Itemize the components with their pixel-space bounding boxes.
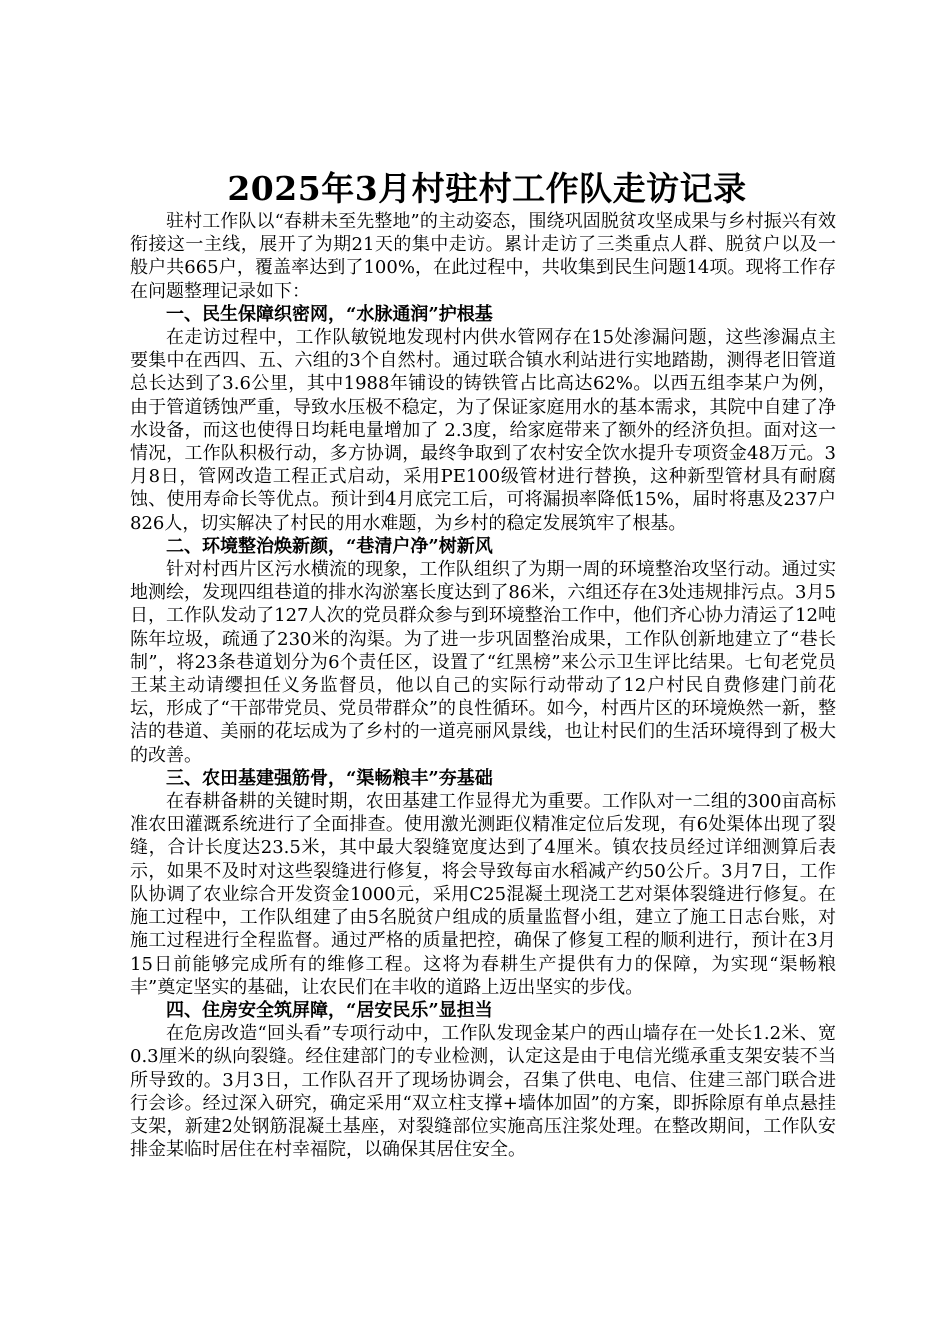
section-body-1: 在走访过程中，工作队敏锐地发现村内供水管网存在15处渗漏问题，这些渗漏点主要集中在西四、五、六组的3个自然村。通过联合镇水利站进行实地踏勘，测得老旧管道总长达到了3.6公里，其中1988年铺设的铸铁管占比高达62%。以西五组李某户为例，由于管道锈蚀严重，导致水压极不稳定，为了保证家庭用水的基本需求，其院中自建了净水设备，而这也使得日均耗电量增加了 2.3度，给家庭带来了额外的经济负担。面对这一情况，工作队积极行动，多方协调，最终争取到了农村安全饮水提升专项资金48万元。3月8日，管网改造工程正式启动，采用PE100级管材进行替换，这种新型管材具有耐腐蚀、使用寿命长等优点。预计到4月底完工后，可将漏损率降低15%，届时将惠及237户826人，切实解决了村民的用水难题，为乡村的稳定发展筑牢了根基。 xyxy=(130,327,836,534)
document-page xyxy=(130,168,836,1161)
intro-paragraph: 驻村工作队以“春耕未至先整地”的主动姿态，围绕巩固脱贫攻坚成果与乡村振兴有效衔接这一主线，展开了为期21天的集中走访。累计走访了三类重点人群、脱贫户以及一般户共665户，覆盖率达到了100%，在此过程中，共收集到民生问题14项。现将工作存在问题整理记录如下： xyxy=(130,211,836,302)
section-body-2: 针对村西片区污水横流的现象，工作队组织了为期一周的环境整治攻坚行动。通过实地测绘，发现四组巷道的排水沟淤塞长度达到了86米，六组还存在3处违规排污点。3月5日，工作队发动了127人次的党员群众参与到环境整治工作中，他们齐心协力清运了12吨陈年垃圾，疏通了230米的沟渠。为了进一步巩固整治成果，工作队创新地建立了“巷长制”，将23条巷道划分为6个责任区，设置了“红黑榜”来公示卫生评比结果。七旬老党员王某主动请缨担任义务监督员，他以自己的实际行动带动了12户村民自费修建门前花坛，形成了“干部带党员、党员带群众”的良性循环。如今，村西片区的环境焕然一新，整洁的巷道、美丽的花坛成为了乡村的一道亮丽风景线，也让村民们的生活环境得到了极大的改善。 xyxy=(130,559,836,766)
document-title: 2025年3月村驻村工作队走访记录 xyxy=(227,169,747,208)
section-body-3: 在春耕备耕的关键时期，农田基建工作显得尤为重要。工作队对一二组的300亩高标准农田灌溉系统进行了全面排查。使用激光测距仪精准定位后发现，有6处渠体出现了裂缝，合计长度达23.5米，其中最大裂缝宽度达到了4厘米。镇农技员经过详细测算后表示，如果不及时对这些裂缝进行修复，将会导致每亩水稻减产约50公斤。3月7日，工作队协调了农业综合开发资金1000元，采用C25混凝土现浇工艺对渠体裂缝进行修复。在施工过程中，工作队组建了由5名脱贫户组成的质量监督小组，建立了施工日志台账，对施工过程进行全程监督。通过严格的质量把控，确保了修复工程的顺利进行，预计在3月15日前能够完成所有的维修工程。这将为春耕生产提供有力的保障，为实现“渠畅粮丰”奠定坚实的基础，让农民们在丰收的道路上迈出坚实的步伐。 xyxy=(130,791,836,998)
section-heading-2: 二、环境整治焕新颜，“巷清户净”树新风 xyxy=(166,535,493,557)
section-body-4: 在危房改造“回头看”专项行动中，工作队发现金某户的西山墙存在一处长1.2米、宽0.3厘米的纵向裂缝。经住建部门的专业检测，认定这是由于电信光缆承重支架安装不当所导致的。3月3日，工作队召开了现场协调会，召集了供电、电信、住建三部门联合进行会诊。经过深入研究，确定采用“双立柱支撑+墙体加固”的方案，即拆除原有单点悬挂支架，新建2处钢筋混凝土基座，对裂缝部位实施高压注浆处理。在整改期间，工作队安排金某临时居住在村幸福院，以确保其居住安全。 xyxy=(130,1023,836,1161)
section-heading-1: 一、民生保障织密网，“水脉通润”护根基 xyxy=(166,303,493,325)
section-heading-3: 三、农田基建强筋骨，“渠畅粮丰”夯基础 xyxy=(166,767,493,789)
section-heading-4: 四、住房安全筑屏障，“居安民乐”显担当 xyxy=(166,999,493,1021)
